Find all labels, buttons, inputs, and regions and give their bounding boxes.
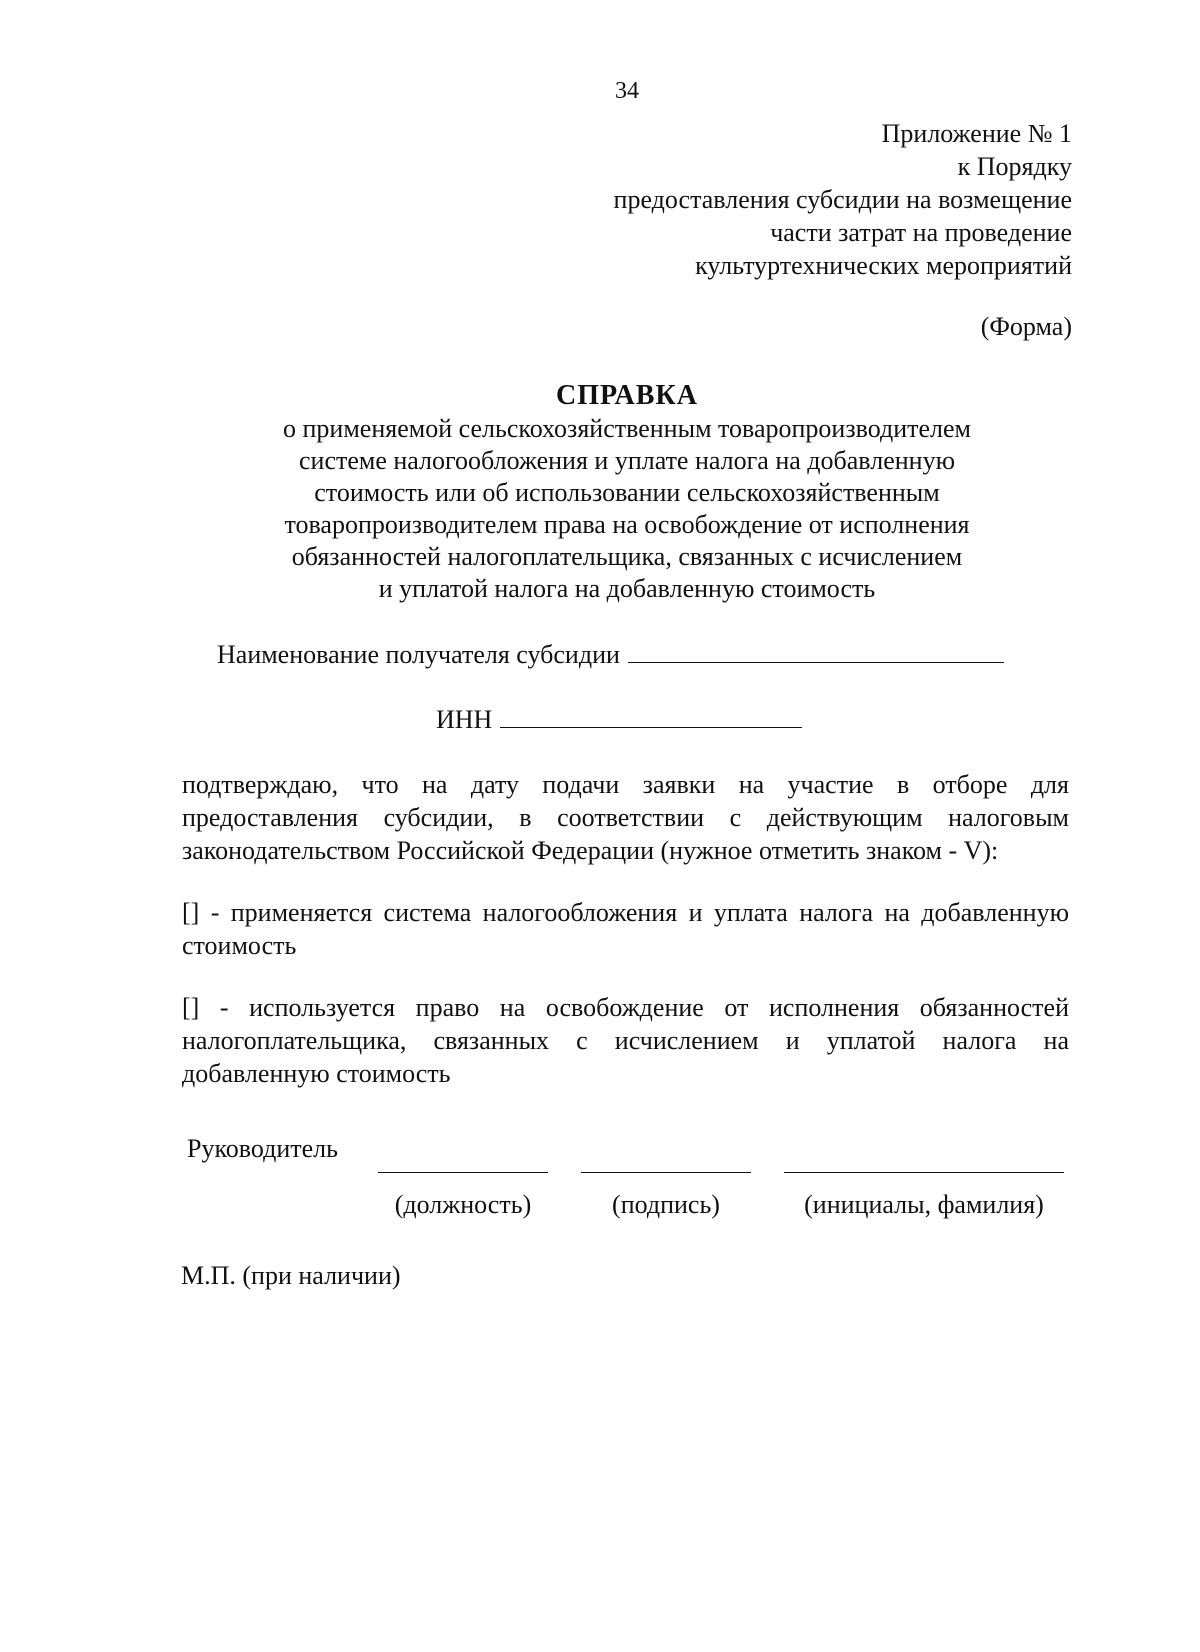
appendix-line: к Порядку	[957, 152, 1072, 181]
position-blank-line[interactable]	[378, 1172, 548, 1173]
page-number: 34	[615, 78, 639, 104]
inn-blank-line[interactable]	[500, 705, 802, 728]
appendix-line: культуртехнических мероприятий	[695, 251, 1072, 280]
subtitle-line: системе налогообложения и уплате налога на добавленную	[298, 446, 955, 475]
option-checkbox[interactable]: []	[182, 993, 200, 1022]
stamp-label: М.П. (при наличии)	[181, 1261, 401, 1290]
appendix-line: Приложение № 1	[881, 119, 1072, 148]
recipient-label: Наименование получателя субсидии	[217, 640, 620, 669]
subtitle-line: обязанностей налогоплательщика, связанных с исчислением	[291, 542, 963, 571]
option-text: - применяется система налогообложения и уплата налога на добавленную стоимость	[182, 898, 1070, 960]
option-exemption	[182, 991, 1069, 1090]
appendix-block	[614, 117, 1072, 282]
recipient-blank-line[interactable]	[628, 640, 1004, 663]
option-text: - используется право на освобождение от исполнения обязанностей налогоплательщика, связанных с исчислением и уплатой налога на добавленную стоимость	[182, 993, 1069, 1088]
subtitle-line: товаропроизводителем права на освобождение от исполнения	[284, 510, 970, 539]
signature-caption: (подпись)	[612, 1190, 720, 1219]
name-caption: (инициалы, фамилия)	[804, 1190, 1044, 1219]
position-caption: (должность)	[394, 1190, 532, 1219]
form-label: (Форма)	[980, 312, 1072, 341]
document-subtitle	[0, 413, 1200, 605]
appendix-line: части затрат на проведение	[770, 218, 1072, 247]
signature-blank-line[interactable]	[581, 1172, 751, 1173]
subtitle-line: стоимость или об использовании сельскохозяйственным	[314, 478, 940, 507]
inn-label: ИНН	[436, 705, 493, 734]
subtitle-line: о применяемой сельскохозяйственным товаропроизводителем	[283, 414, 971, 443]
name-blank-line[interactable]	[784, 1172, 1064, 1173]
head-label: Руководитель	[187, 1134, 338, 1163]
confirmation-paragraph: подтверждаю, что на дату подачи заявки на участие в отборе для предоставления субсидии, в соответствии с действующим налоговым законодательством Российской Федерации (нужное отметить знаком - V):	[182, 770, 1069, 865]
option-tax-system	[182, 896, 1069, 962]
subtitle-line: и уплатой налога на добавленную стоимость	[378, 574, 876, 603]
inn-field-row	[436, 705, 802, 735]
option-checkbox[interactable]: []	[182, 898, 200, 927]
document-title: СПРАВКА	[556, 380, 698, 411]
recipient-field-row	[217, 640, 1004, 670]
appendix-line: предоставления субсидии на возмещение	[613, 185, 1072, 214]
